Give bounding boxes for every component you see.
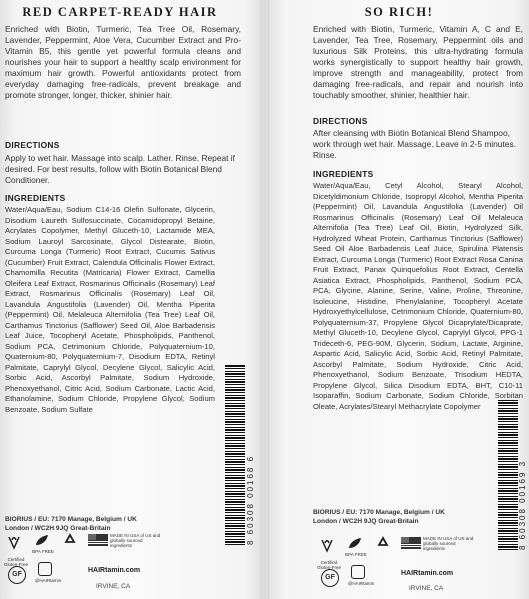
instagram-handle: @HAIRtamin bbox=[347, 581, 375, 586]
recycle-icon bbox=[62, 533, 78, 554]
usa-flag-icon bbox=[401, 536, 421, 554]
conditioner-ingredients-heading: INGREDIENTS bbox=[313, 169, 374, 179]
gluten-free-label: Certified Gluten-Free bbox=[3, 557, 28, 567]
city-text: IRVINE, CA bbox=[96, 583, 131, 590]
made-in-usa-text: MADE IN USA of US and globally sourced ingredients bbox=[423, 536, 474, 551]
barcode bbox=[498, 400, 518, 550]
gluten-free-icon: GF bbox=[321, 569, 339, 587]
made-in-usa-text: MADE IN USA of US and globally sourced ingredients bbox=[110, 533, 161, 548]
instagram-icon bbox=[351, 565, 365, 579]
usa-flag-icon bbox=[88, 533, 108, 551]
shampoo-directions: Apply to wet hair. Massage into scalp. Lather. Rinse. Repeat if desired. For best results, follow with Biotin Botanical Blend Conditioner. bbox=[5, 153, 235, 185]
shampoo-label-panel bbox=[0, 0, 261, 599]
city-text: IRVINE, CA bbox=[409, 585, 444, 592]
gluten-free-label: Certified Gluten-Free bbox=[316, 560, 341, 570]
bpa-free-label: BPA FREE bbox=[32, 549, 54, 554]
shampoo-title: RED CARPET-READY HAIR bbox=[22, 5, 218, 19]
conditioner-directions-heading: DIRECTIONS bbox=[313, 116, 368, 126]
instagram-icon bbox=[38, 562, 52, 576]
leaf-icon bbox=[319, 537, 335, 558]
conditioner-label-panel bbox=[268, 0, 529, 599]
gluten-free-icon: GF bbox=[8, 566, 26, 584]
shampoo-ingredients-heading: INGREDIENTS bbox=[5, 193, 66, 203]
recycle-icon bbox=[375, 536, 391, 557]
instagram-handle: @HAIRtamin bbox=[34, 578, 62, 583]
leaf-icon bbox=[6, 534, 22, 555]
distributor-address: BIORIUS / EU: 7170 Manage, Belgium / UK London / WC2H 9JQ Great-Britain bbox=[313, 509, 445, 525]
bottle-gap bbox=[260, 0, 268, 599]
barcode-number: 8 60308 00168 6 bbox=[246, 454, 255, 545]
conditioner-directions: After cleansing with Biotin Botanical Blend Shampoo, work through wet hair. Massage. Leave in 2-5 minutes. Rinse. bbox=[313, 128, 516, 160]
website-text: HAIRtamin.com bbox=[401, 570, 454, 577]
distributor-address: BIORIUS / EU: 7170 Manage, Belgium / UK London / WC2H 9JQ Great-Britain bbox=[5, 516, 137, 532]
conditioner-ingredients: Water/Aqua/Eau, Cetyl Alcohol, Stearyl Alcohol, Dicetyldimonium Chloride, Isopropyl Alcohol, Mentha Piperita (Peppermint) Oil, Lavandula Angustifolia (Lavender) Oil Rosmarinus Officinalis (Rosemary) Leaf Oil Melaleuca Alternifolia (Tea Tree) Leaf Oil, Biotin, Hydrolyzed Silk, Hydrolyzed Wheat Protein, Carthamus Tinctorius (Safflower) Seed Oil Aloe Barbadensis Leaf Juice, Spirulina Platensis Extract, Curcuma Longa (Turmeric) Root Extract Rosa Canina Fruit Extract, Panax Quinquefolius Root Extract, Centella Asiatica Extract, Phospholipids, Panthenol, Sodium PCA, PCA, Glycine, Alanine, Serine, Valine, Proline, Threonine, Isoleucine, Histidine, Phenylalanine, Tocopheryl Acetate Hydroxyethylcellulose, Cetrimonium Chloride, Quaternium-80, Polyquaternium-37, Propylene Glycol Dicaprylate/Dicaprate, Methyl Gluceth-10, Decylene Glycol, Caprylyl Glycol, PPG-1 Trideceth-6, PEG-90M, Glycerin, Sodium, Lactate, Arginine, Aspartic Acid, Salicylic Acid, Sorbic Acid, Retinyl Palmitate, Ascorbyl Palmitate, Sodium Hydroxide, Citric Acid, Phenoxyethanol, Sodium Benzoate, Trisodium HEDTA, Propylene Glycol, Silica Disodium EDTA, BHT, C10-11 Isoparaffin, Sodium Carbonate, Sodium Chloride, Sorbitan Oleate, Acrylates/Stearyl Methacrylate Copolymer bbox=[313, 181, 523, 411]
shampoo-ingredients: Water/Aqua/Eau, Sodium C14-16 Olefin Sulfonate, Glycerin, Disodium Laureth Sulfosuccinate, Cocamidopropyl Betaine, Acrylates Copolymer, Methyl Gluceth-10, Lactamide MEA, Sodium Lauroyl Sarcosinate, Glycol Distearate, Biotin, Curcuma Longa (Turmeric) Root Extract, Cucumis Sativus (Cucumber) Fruit Extract, Calendula Officinalis Flower Extract, Chamomilla Recutita (Matricaria) Flower Extract, Camellia Oleifera Leaf Extract, Rosmarinus Officinalis (Rosemary) Leaf Extract, Rosmarinus Officinalis (Rosemary) Leaf Oil, Lavandula Angustifolia (Lavender) Oil, Mentha Piperita (Peppermint) Oil, Melaleuca Alternifolia (Tea Tree) Leaf Oil, Carthamus Tinctorius (Safflower) Seed Oil, Aloe Barbadensis Leaf Juice, Tocopheryl Acetate, Phospholipids, Panthenol, Sodium PCA, Cetrimonium Chloride, Polyquaternium-10, Quaternium-80, Polyquaternium-7, Disodium EDTA, Retinyl Palmitate, Caprylyl Glycol, Decylene Glycol, Salicylic Acid, Sorbic Acid, Ascorbyl Palmitate, Sodium Hydroxide, Phenoxyethanol, Citric Acid, Sodium Carbonate, Lactic Acid, Ethanolamine, Sodium Chloride, Propylene Glycol, Sodium Benzoate, Sodium Sulfate bbox=[5, 205, 215, 414]
conditioner-title: SO RICH! bbox=[364, 5, 434, 19]
bpa-free-label: BPA FREE bbox=[345, 552, 367, 557]
shampoo-directions-heading: DIRECTIONS bbox=[5, 140, 60, 150]
barcode bbox=[225, 365, 245, 545]
website-text: HAIRtamin.com bbox=[88, 567, 141, 574]
shampoo-intro: Enriched with Biotin, Turmeric, Tea Tree Oil, Rosemary, Lavender, Peppermint, Aloe Vera, Cucumber Extract and Pro-Vitamin B5, this gentle yet powerful formula cleans and nourishes your hair to support a healthy scalp environment for maximum hair growth. Powerful antioxidants protect from everyday damaging free-radicals, prevent breakage and promote stronger, longer, thicker, shinier hair. bbox=[5, 24, 241, 100]
conditioner-intro: Enriched with Biotin, Turmeric, Vitamin A, C and E, Lavender, Tea Tree, Rosemary, Peppermint oils and luxurious Silk Proteins, this ultra-hydrating formula works synergistically to support healthy hair growth, improve strength and manageability, protect from damaging free-radicals, and repair and nourish into touchably smoother, shinier, healthier hair. bbox=[313, 24, 523, 100]
barcode-number: 8 60308 00169 3 bbox=[518, 459, 527, 550]
